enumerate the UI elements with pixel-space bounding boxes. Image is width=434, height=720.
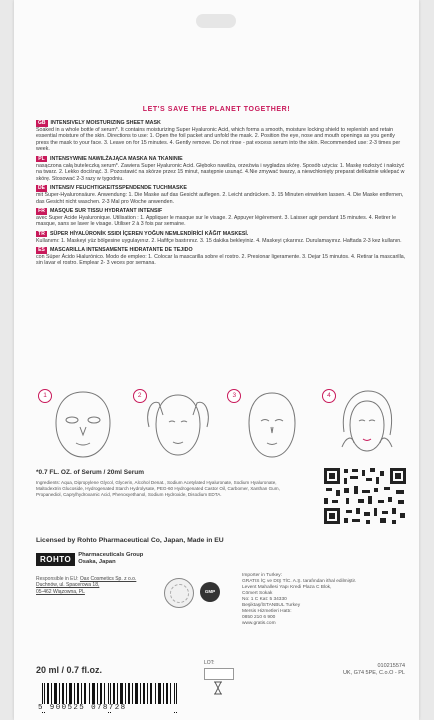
responsible-company: Oax Cosmetics Sp. z o.o. <box>79 576 137 582</box>
lang-title: INTENSIVELY MOISTURIZING SHEET MASK <box>50 120 161 126</box>
importer-line: Cömert Sokak <box>242 591 273 596</box>
gmp-badge: GMP <box>200 582 220 602</box>
step-number: 3 <box>227 389 241 403</box>
lang-block-fr <box>36 208 406 228</box>
ingredients-list: Ingredients: Aqua, Dipropylene Glycol, Glycerin, Alcohol Denat., Sodium Acetylated Hyaluronate, Sodium Hyaluronate, Maltodextrin Glucoside, Hydrogenated Starch Hydrolysate, PEG-60 Hydrogenated Castor Oil, Carbomer, Xanthan Gum, Propanediol, Caprylhydroxamic Acid, Phenoxyethanol, Sodium Hydroxide, Disodium EDTA. <box>36 480 280 497</box>
lang-code: PL <box>36 156 47 162</box>
rohto-group-text <box>78 552 143 566</box>
hang-hole <box>196 14 236 28</box>
qr-code-icon <box>322 466 408 526</box>
step-number: 1 <box>38 389 52 403</box>
lang-title: MASQUE SUR TISSU HYDRATANT INTENSIF <box>50 208 163 215</box>
language-instructions <box>36 120 406 270</box>
lang-block-pl <box>36 156 406 182</box>
lang-body: avec Super Acide Hyaluronique. Utilisation : 1. Appliquer le masque sur le visage. 2. Appuyer légèrement. 3. Laisser agir pendant 15 minutes. 4. Retirer le masque, sans se laver le visage. Utiliser 2 à 3 fois par semaine. <box>36 214 397 228</box>
lang-title: INTENSYWNIE NAWILŻAJĄCA MASKA NA TKANINIE <box>50 155 183 162</box>
wait-face-icon <box>237 387 307 462</box>
lang-title: SÜPER HİYALÜRONİK SSIDI İÇEREN YOĞUN NEMLENDİRİCİ KÂĞIT MASKESİ. <box>50 230 249 237</box>
lang-block-tr <box>36 231 406 244</box>
step-1-illustration <box>36 387 122 462</box>
lang-code: GB <box>38 120 46 127</box>
rohto-logo: ROHTO <box>36 553 75 566</box>
slogan: LET'S SAVE THE PLANET TOGETHER! <box>142 106 291 113</box>
lang-code: DE <box>36 185 47 191</box>
rohto-line-1: Pharmaceuticals Group <box>78 552 144 558</box>
serum-note: *0.7 FL. OZ. of Serum / 20ml Serum <box>36 469 145 476</box>
rohto-brand <box>36 552 143 566</box>
hourglass-icon <box>213 681 223 695</box>
importer-line: Importer in Turkey: <box>242 573 282 578</box>
lang-block-es <box>36 247 406 267</box>
lang-code: FR <box>36 208 47 214</box>
press-mask-icon <box>143 387 213 462</box>
responsible-city: 05-462 Wiązowna, PL <box>36 588 85 595</box>
step-2-illustration <box>131 387 217 462</box>
step-3-illustration <box>225 387 311 462</box>
usage-steps <box>36 387 406 462</box>
barcode-number: 5 900525 078728 <box>38 704 188 712</box>
lang-code: ES <box>36 247 47 253</box>
rohto-line-2: Osaka, Japan <box>78 559 116 565</box>
importer-line: GRATIS İÇ ve DIŞ TİC. A.Ş. tarafından ithal edilmiştir. <box>242 579 357 584</box>
product-code: 010215574 <box>377 663 405 669</box>
lang-body: mit Super-Hyaluronsäure. Anwendung: 1. Die Maske auf das Gesicht auflegen. 2. Leicht andrücken. 3. 15 Minuten einwirken lassen. 4. Die Maske entfernen, das Gesicht nicht waschen. 2-3 Mal pro Woche anwenden. <box>36 191 404 205</box>
sheet-mask-icon <box>48 387 118 462</box>
importer-line: Mersis Hizmetleri Hattı: <box>242 609 292 614</box>
license-line: Licensed by Rohto Pharmaceutical Co, Japan, Made in EU <box>36 537 224 544</box>
importer-line: www.gratis.com <box>242 621 276 626</box>
lang-title: INTENSIV FEUCHTIGKEITSSPENDENDE TUCHMASKE <box>50 185 187 192</box>
volume-label: 20 ml / 0.7 fl.oz. <box>36 665 103 675</box>
origin-codes: UK, G74 5PE, C.o.O - PL <box>342 670 405 676</box>
lang-body: nasączona całą buteleczką serum*. Zawiera Super Hyaluronic Acid. Głęboko nawilża, orzeźwia i wygładza skórę. Sposób użycia: 1. Maskę rozłożyć i nałożyć na twarz. 2. Lekko dociśnąć. 3. Pozostawić na skórze przez 15 minut, następnie usunąć. 4.Nie zmywać twarzy, a niewchłonięty preparat delikatnie wklepać w skórę. Stosować 2-3 razy w tygodniu. <box>36 162 405 182</box>
lang-block-gb <box>36 120 406 153</box>
lot-box <box>204 668 234 680</box>
lang-code: TR <box>36 231 47 237</box>
responsible-prefix: Responsible in EU: <box>36 576 79 582</box>
lang-body: Kullanımı: 1. Maskeyi yüz bölgesine uygulayınız. 2. Hafifçe bastırınız. 3. 15 dakika bekleyiniz. 4. Maskeyi çıkarınız. Durulamayınız. Haftada 2-3 kez kullanın. <box>36 237 402 244</box>
woman-face-icon <box>332 387 402 462</box>
lang-title: MASCARILLA INTENSAMENTE HIDRATANTE DE TEJIDO <box>50 247 193 254</box>
responsible-street: Duchnów, ul. Spacerowa 18, <box>36 582 100 589</box>
lang-body: con Súper Ácido Hialurónico. Modo de empleo: 1. Colocar la mascarilla sobre el rostro. 2. Presionar ligeramente. 3. Dejar 15 minutos. 4. Retirar la mascarilla, sin lavar el rostro. Emplear 2- 3 veces por semana. <box>36 253 406 267</box>
importer-line: Beşiktaş/İSTANBUL Turkey <box>242 603 301 608</box>
importer-info <box>242 573 357 627</box>
product-codes <box>343 663 405 677</box>
importer-line: No: 1 C Kat: 5 34330 <box>242 597 287 602</box>
mask-package <box>14 0 419 720</box>
certification-seal-icon <box>164 578 194 608</box>
step-number: 4 <box>322 389 336 403</box>
importer-line: 0850 210 6 900 <box>242 615 276 620</box>
lang-body: Soaked in a whole bottle of serum*. It contains moisturizing Super Hyaluronic Acid, which forms a smooth, moisture locking shield to replenish and retain essential moisture of the skin. Directions to use: 1. Open the foil packet and unfold the mask. 2. Position the eye, nose and mouth openings as you gently press the mask to your face. 3. Leave on for 15 minutes. 4. Gently remove. Do not rinse - pat excess serum into the skin. Recommended use: 2-3 times per week. <box>36 126 401 153</box>
lang-block-de <box>36 185 406 205</box>
step-4-illustration <box>320 387 406 462</box>
importer-line: Levent Mahallesi Yapı Kredi Plaza C Blok, <box>242 585 332 590</box>
responsible-in-eu <box>36 576 156 595</box>
step-number: 2 <box>133 389 147 403</box>
lot-label: LOT: <box>204 660 215 666</box>
